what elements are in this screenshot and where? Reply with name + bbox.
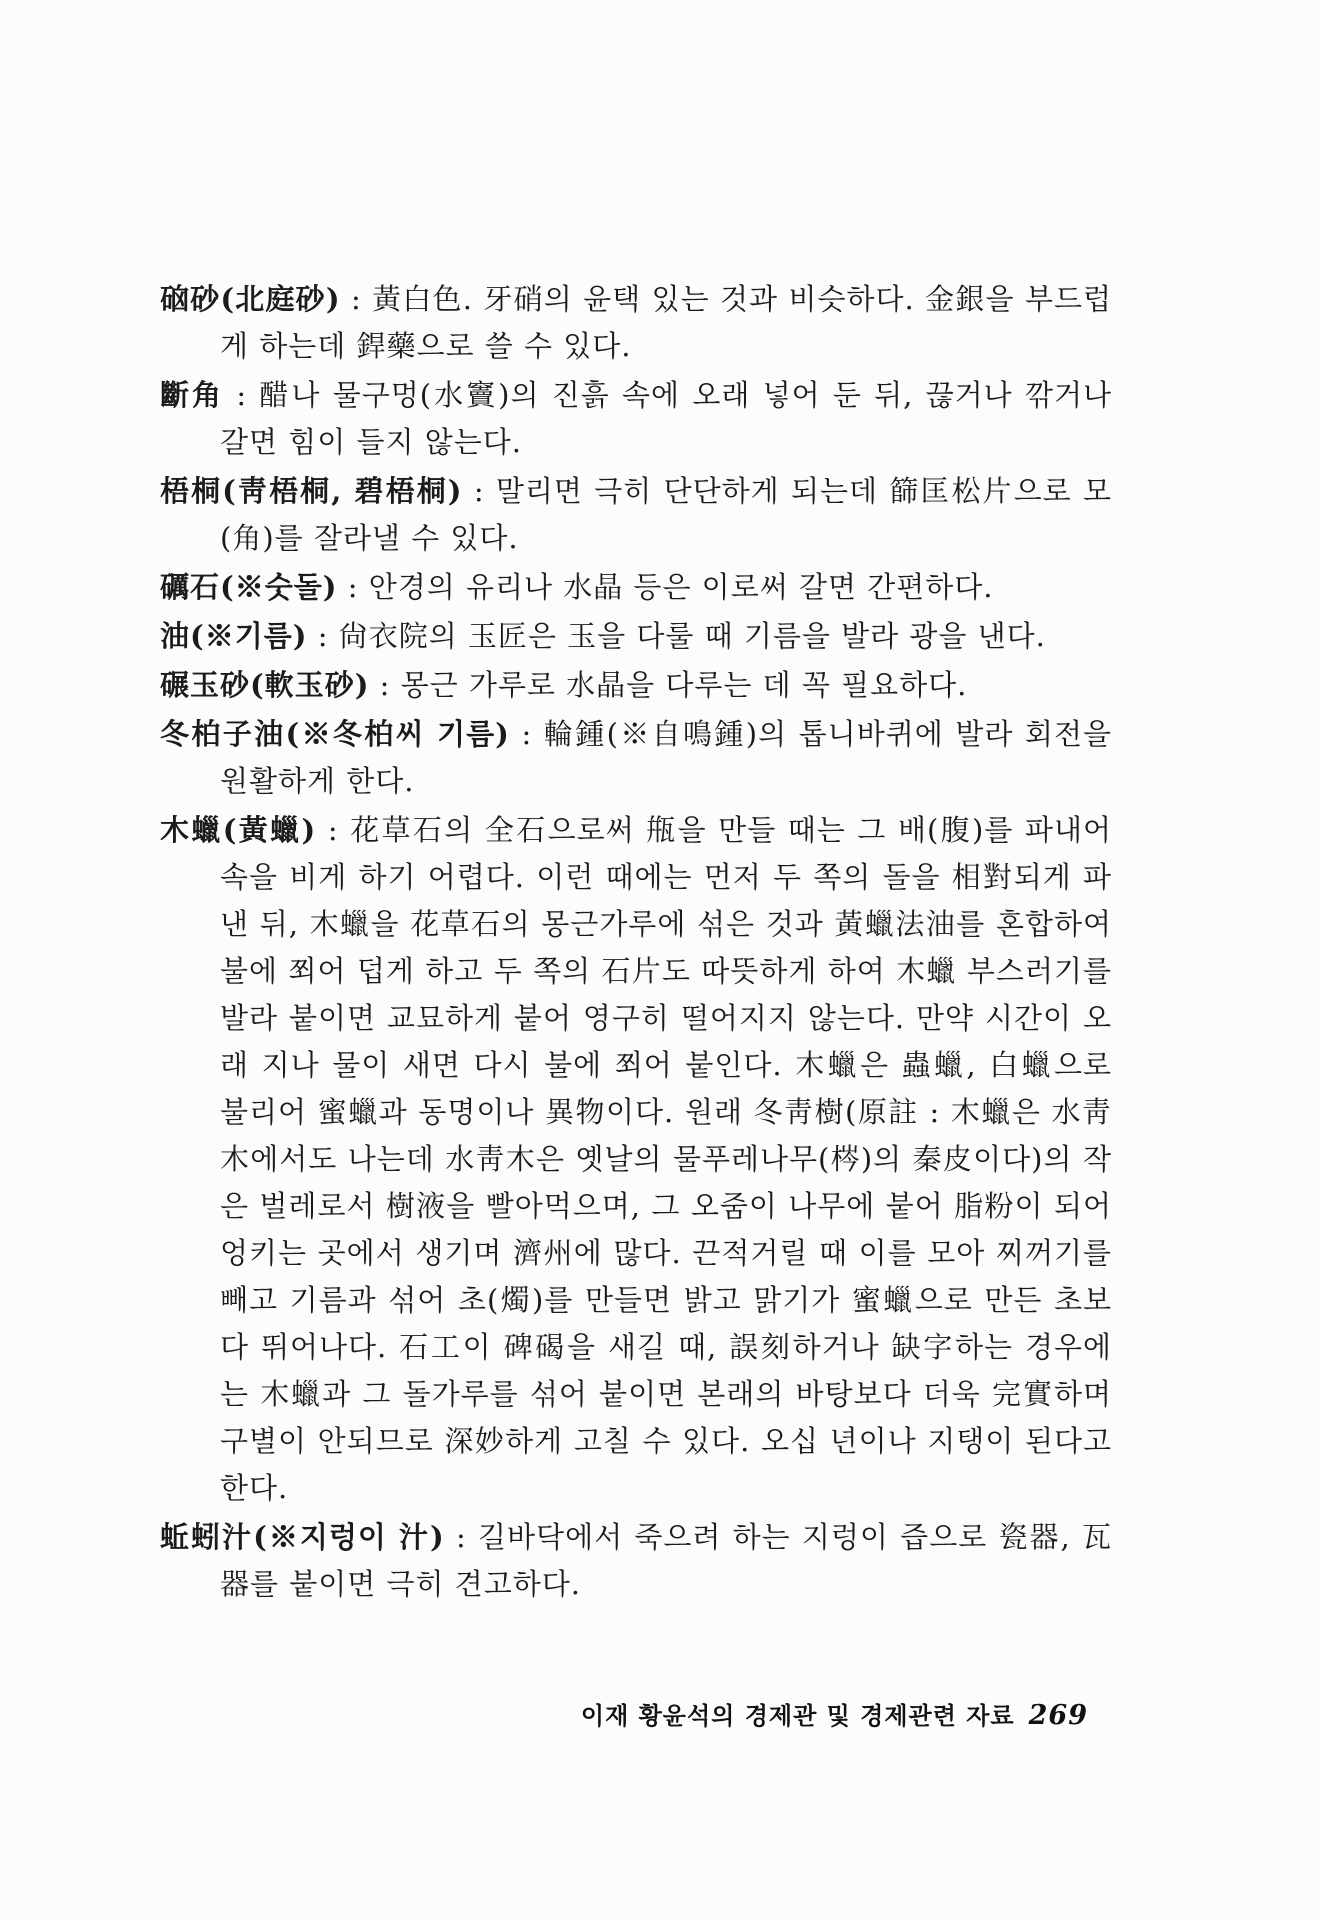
glossary-entry: [160, 711, 1112, 805]
glossary-text: [160, 276, 1112, 1608]
page-footer: [581, 1696, 1088, 1731]
glossary-entry: [160, 613, 1112, 660]
entry-description: : 길바닥에서 죽으려 하는 지렁이 즙으로 瓷器, 瓦器를 붙이면 극히 견고하다.: [220, 1520, 1112, 1601]
entry-description: : 몽근 가루로 水晶을 다루는 데 꼭 필요하다.: [369, 668, 968, 702]
entry-description: : 輪鍾(※自鳴鍾)의 톱니바퀴에 발라 회전을 원활하게 한다.: [220, 717, 1112, 798]
glossary-entry: [160, 662, 1112, 709]
glossary-entry: [160, 276, 1112, 370]
entry-description: : 醋나 물구멍(水竇)의 진흙 속에 오래 넣어 둔 뒤, 끊거나 깎거나 갈면 힘이 들지 않는다.: [220, 378, 1112, 459]
entry-term: 蚯蚓汁(※지렁이 汁): [160, 1520, 445, 1554]
glossary-entry: [160, 468, 1112, 562]
entry-term: 梧桐(靑梧桐, 碧梧桐): [160, 474, 463, 508]
entry-description: : 말리면 극히 단단하게 되는데 篩匡松片으로 모(角)를 잘라낼 수 있다.: [220, 474, 1112, 555]
glossary-entry: [160, 372, 1112, 466]
entry-description: : 안경의 유리나 水晶 등은 이로써 갈면 간편하다.: [337, 570, 994, 604]
entry-term: 斷角: [160, 378, 225, 412]
entry-term: 硇砂(北庭砂): [160, 282, 341, 316]
entry-description: : 尙衣院의 玉匠은 玉을 다룰 때 기름을 발라 광을 낸다.: [307, 619, 1046, 653]
glossary-entry: [160, 1514, 1112, 1608]
entry-term: 碾玉砂(軟玉砂): [160, 668, 370, 702]
entry-description: : 花草石의 全石으로써 甁을 만들 때는 그 배(腹)를 파내어 속을 비게 하기 어렵다. 이런 때에는 먼저 두 쪽의 돌을 相對되게 파낸 뒤, 木蠟을 花草石의 몽근가루에 섞은 것과 黃蠟法油를 혼합하여 불에 쬐어 덥게 하고 두 쪽의 石片도 따뜻하게 하여 木蠟 부스러기를 발라 붙이면 교묘하게 붙어 영구히 떨어지지 않는다. 만약 시간이 오래 지나 물이 새면 다시 불에 쬐어 붙인다. 木蠟은 蟲蠟, 白蠟으로 불리어 蜜蠟과 동명이나 異物이다. 원래 冬靑樹(原註 : 木蠟은 水靑木에서도 나는데 水靑木은 옛날의 물푸레나무(梣)의 秦皮이다)의 작은 벌레로서 樹液을 빨아먹으며, 그 오줌이 나무에 붙어 脂粉이 되어 엉키는 곳에서 생기며 濟州에 많다. 끈적거릴 때 이를 모아 찌꺼기를 빼고 기름과 섞어 초(燭)를 만들면 밝고 맑기가 蜜蠟으로 만든 초보다 뛰어나다. 石工이 碑碣을 새길 때, 誤刻하거나 缺字하는 경우에는 木蠟과 그 돌가루를 섞어 붙이면 본래의 바탕보다 더욱 完實하며 구별이 안되므로 深妙하게 고칠 수 있다. 오십 년이나 지탱이 된다고 한다.: [220, 813, 1112, 1505]
entry-term: 冬柏子油(※冬柏씨 기름): [160, 717, 510, 751]
entry-term: 木蠟(黃蠟): [160, 813, 317, 847]
page-number: 269: [1028, 1700, 1088, 1731]
glossary-entry: [160, 564, 1112, 611]
entry-term: 油(※기름): [160, 619, 308, 653]
glossary-entry: [160, 807, 1112, 1512]
entry-term: 礪石(※숫돌): [160, 570, 338, 604]
entry-description: : 黃白色. 牙硝의 윤택 있는 것과 비슷하다. 金銀을 부드럽게 하는데 銲藥으로 쓸 수 있다.: [220, 282, 1112, 363]
running-title: 이재 황윤석의 경제관 및 경제관련 자료: [580, 1702, 1015, 1730]
